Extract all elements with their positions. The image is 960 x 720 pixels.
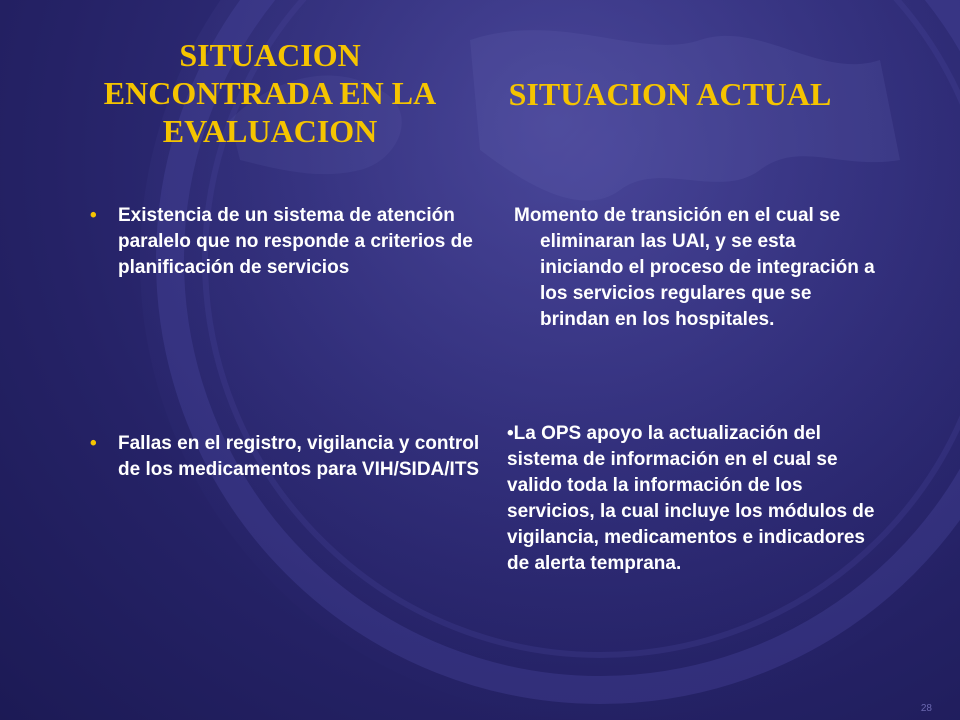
bullet-dot: • [507,423,514,444]
bullet-dot: • [90,433,97,454]
heading-right: SITUACION ACTUAL [508,76,832,112]
right-paragraph: Momento de transición en el cual se eliminaran las UAI, y se esta iniciando el proceso de integración a los servicios regulares que se brindan en los hospitales. [514,205,875,330]
right-bullet [507,421,877,577]
left-bullet-1 [90,203,490,281]
bullet-dot: • [90,205,97,226]
left-bullet-2 [90,431,490,483]
page-number: 28 [920,703,932,714]
left-bullet-2-text: Fallas en el registro, vigilancia y control de los medicamentos para VIH/SIDA/ITS [118,433,480,480]
left-bullet-1-text: Existencia de un sistema de atención paralelo que no responde a criterios de planificación de servicios [118,205,473,278]
heading-left: SITUACION ENCONTRADA EN LA EVALUACION [103,37,437,149]
right-bullet-text: La OPS apoyo la actualización del sistema de información en el cual se valido toda la información de los servicios, la cual incluye los módulos de vigilancia, medicamentos e indicadores de alerta temprana. [507,423,875,574]
